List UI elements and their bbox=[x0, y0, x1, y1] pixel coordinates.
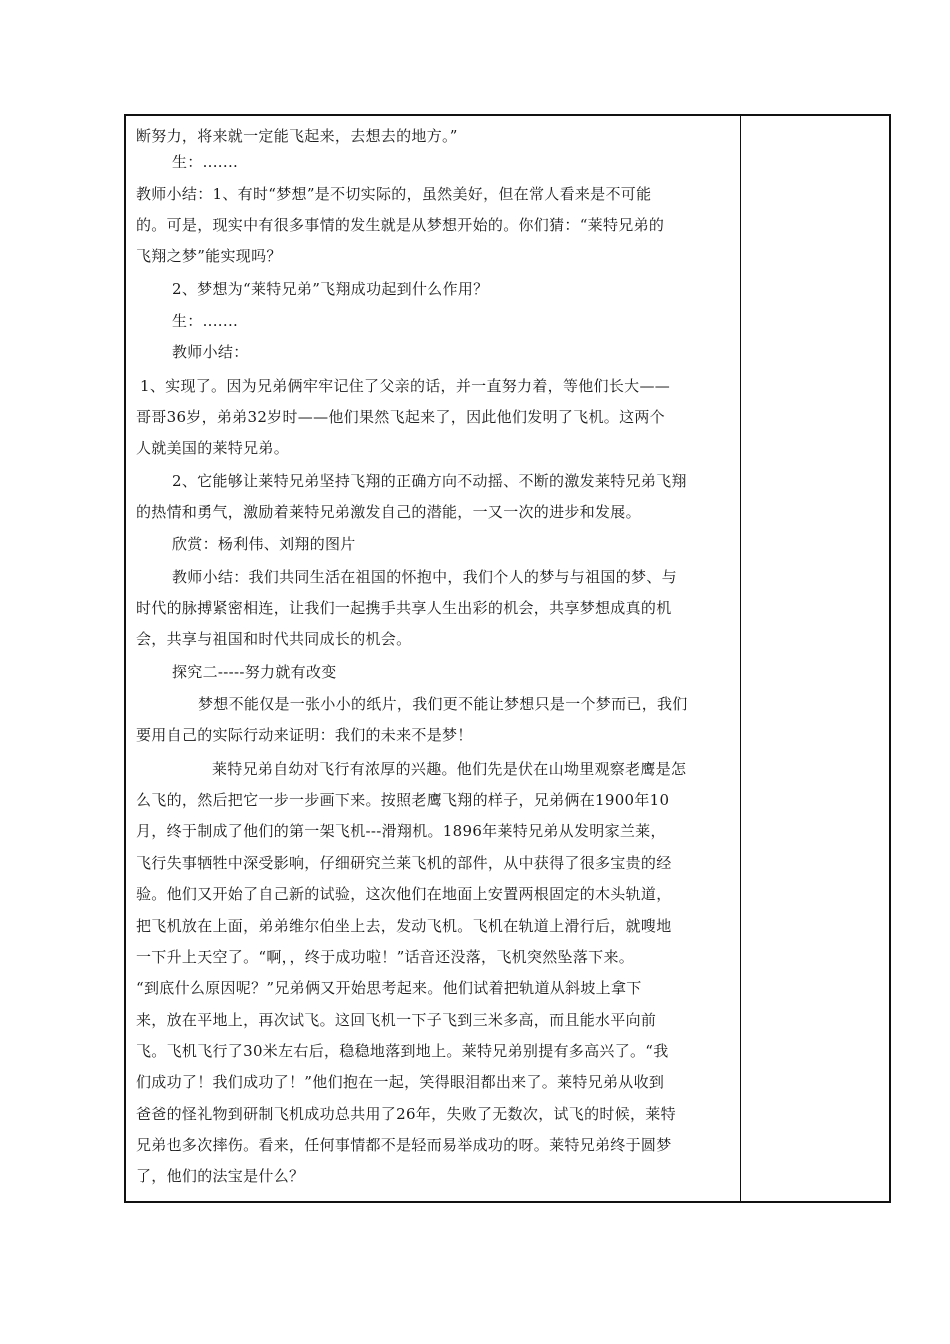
text-line: 断努力，将来就一定能飞起来，去想去的地方。” bbox=[136, 127, 458, 145]
text-line: 莱特兄弟自幼对飞行有浓厚的兴趣。他们先是伏在山坳里观察老鹰是怎 bbox=[212, 760, 687, 778]
text-line: 来，放在平地上，再次试飞。这回飞机一下子飞到三米多高，而且能水平向前 bbox=[136, 1011, 657, 1029]
text-line: 哥哥36岁，弟弟32岁时——他们果然飞起来了，因此他们发明了飞机。这两个 bbox=[136, 408, 665, 426]
text-line: 教师小结： bbox=[172, 343, 249, 361]
text-line: “到底什么原因呢？”兄弟俩又开始思考起来。他们试着把轨道从斜坡上拿下 bbox=[136, 979, 642, 997]
text-line: 的热情和勇气，激励着莱特兄弟激发自己的潜能，一又一次的进步和发展。 bbox=[136, 503, 641, 521]
text-line: 的。可是，现实中有很多事情的发生就是从梦想开始的。你们猜：“莱特兄弟的 bbox=[136, 216, 665, 234]
notes-cell bbox=[742, 116, 889, 1201]
text-line: 会，共享与祖国和时代共同成长的机会。 bbox=[136, 630, 412, 648]
text-line: 把飞机放在上面，弟弟维尔伯坐上去，发动飞机。飞机在轨道上滑行后，就嗖地 bbox=[136, 917, 672, 935]
column-divider bbox=[740, 116, 741, 1201]
lesson-table bbox=[124, 114, 891, 1203]
text-line: 时代的脉搏紧密相连，让我们一起携手共享人生出彩的机会，共享梦想成真的机 bbox=[136, 599, 672, 617]
text-line: 梦想不能仅是一张小小的纸片，我们更不能让梦想只是一个梦而已，我们 bbox=[198, 695, 688, 713]
text-line: 教师小结：我们共同生活在祖国的怀抱中，我们个人的梦与与祖国的梦、与 bbox=[172, 568, 677, 586]
text-line: 生：....... bbox=[172, 153, 239, 171]
text-line: 月，终于制成了他们的第一架飞机---滑翔机。1896年莱特兄弟从发明家兰莱， bbox=[136, 822, 666, 840]
text-line: 了，他们的法宝是什么？ bbox=[136, 1167, 305, 1185]
text-line: 们成功了！我们成功了！”他们抱在一起，笑得眼泪都出来了。莱特兄弟从收到 bbox=[136, 1073, 665, 1091]
text-line: 欣赏：杨利伟、刘翔的图片 bbox=[172, 535, 356, 553]
text-line: 探究二-----努力就有改变 bbox=[172, 663, 337, 681]
text-line: 人就美国的莱特兄弟。 bbox=[136, 439, 290, 457]
text-line: 么飞的，然后把它一步一步画下来。按照老鹰飞翔的样子，兄弟俩在1900年10 bbox=[136, 791, 670, 809]
text-line: 生：....... bbox=[172, 312, 239, 330]
text-line: 教师小结：1、有时“梦想”是不切实际的，虽然美好，但在常人看来是不可能 bbox=[136, 185, 652, 203]
text-line: 一下升上天空了。“啊，，终于成功啦！”话音还没落，飞机突然坠落下来。 bbox=[136, 948, 635, 966]
text-line: 爸爸的怪礼物到研制飞机成功总共用了26年，失败了无数次，试飞的时候，莱特 bbox=[136, 1105, 676, 1123]
text-line: 兄弟也多次摔伤。看来，任何事情都不是轻而易举成功的呀。莱特兄弟终于圆梦 bbox=[136, 1136, 672, 1154]
text-line: 飞翔之梦”能实现吗？ bbox=[136, 247, 282, 265]
text-line: 飞。飞机飞行了30米左右后，稳稳地落到地上。莱特兄弟别提有多高兴了。“我 bbox=[136, 1042, 669, 1060]
text-line: 飞行失事牺牲中深受影响，仔细研究兰莱飞机的部件，从中获得了很多宝贵的经 bbox=[136, 854, 672, 872]
text-line: 要用自己的实际行动来证明：我们的未来不是梦！ bbox=[136, 726, 473, 744]
text-line: 2、梦想为“莱特兄弟”飞翔成功起到什么作用？ bbox=[172, 280, 489, 298]
text-line: 2、它能够让莱特兄弟坚持飞翔的正确方向不动摇、不断的激发莱特兄弟飞翔 bbox=[172, 472, 687, 490]
text-line: 验。他们又开始了自己新的试验，这次他们在地面上安置两根固定的木头轨道， bbox=[136, 885, 672, 903]
text-line: 1、实现了。因为兄弟俩牢牢记住了父亲的话，并一直努力着，等他们长大—— bbox=[140, 377, 671, 395]
